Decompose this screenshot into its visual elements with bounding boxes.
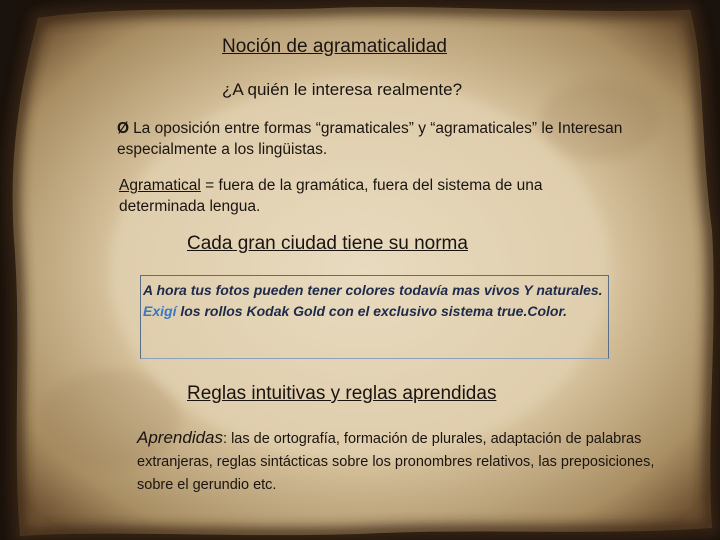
section-title-reglas: Reglas intuitivas y reglas aprendidas [187, 383, 497, 404]
definition-term: Agramatical [119, 177, 201, 194]
ad-quote-text [143, 280, 603, 322]
rules-paragraph [137, 426, 657, 497]
ad-text-highlight: Exigí [143, 303, 177, 319]
rules-text: : las de ortografía, formación de plurales, adaptación de palabras extranjeras, reglas sintácticas sobre los pronombres relativos, las preposiciones, sobre el gerundio etc. [137, 431, 655, 493]
bullet-text: La oposición entre formas “gramaticales” y “agramaticales” le Interesan especialmente a los lingüistas. [117, 120, 623, 158]
bullet-arrow-icon: Ø [117, 120, 130, 137]
section-title-norma: Cada gran ciudad tiene su norma [187, 233, 468, 254]
slide-subtitle: ¿A quién le interesa realmente? [222, 80, 463, 99]
definition-text: = fuera de la gramática, fuera del sistema de una determinada lengua. [119, 177, 543, 215]
ad-text-part1: A hora tus fotos pueden tener colores todavía mas vivos Y naturales. [143, 282, 603, 298]
ad-text-part2: los rollos Kodak Gold con el exclusivo sistema true.Color. [176, 303, 568, 319]
bullet-paragraph [117, 118, 637, 160]
slide-title: Noción de agramaticalidad [222, 36, 447, 57]
rules-term: Aprendidas [137, 428, 224, 447]
definition-paragraph [119, 175, 589, 217]
